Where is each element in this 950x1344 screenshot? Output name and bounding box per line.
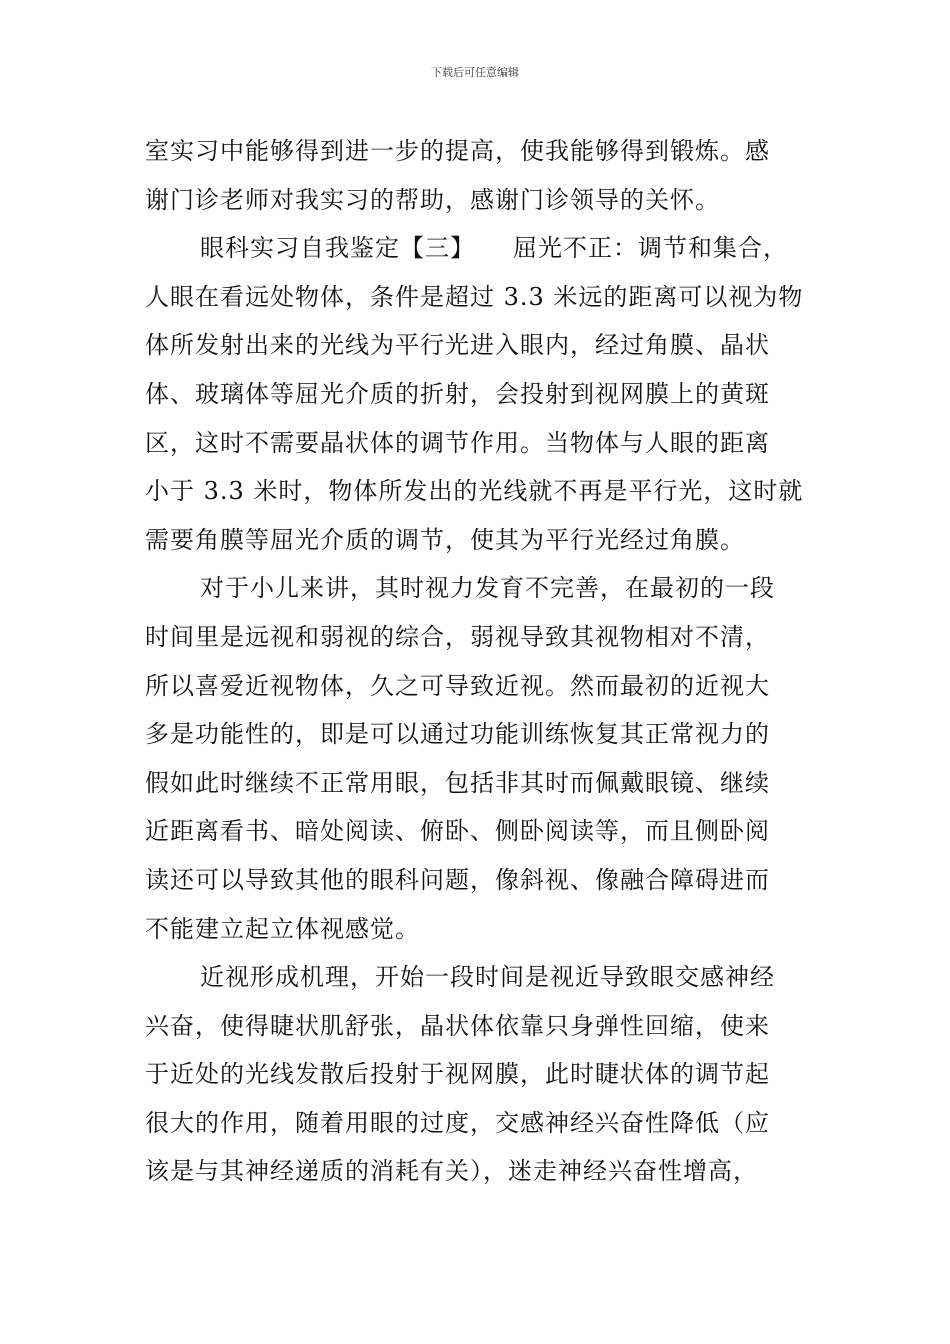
text-line: 多是功能性的，即是可以通过功能训练恢复其正常视力的 — [145, 720, 770, 749]
text-line: 于近处的光线发散后投射于视网膜，此时睫状体的调节起 — [145, 1060, 770, 1089]
text-line: 很大的作用，随着用眼的过度，交感神经兴奋性降低（应 — [145, 1108, 770, 1137]
text-line: 读还可以导致其他的眼科问题，像斜视、像融合障碍进而 — [145, 865, 770, 894]
text-line: 区，这时不需要晶状体的调节作用。当物体与人眼的距离 — [145, 428, 770, 457]
section-heading-line: 眼科实习自我鉴定【三】 屈光不正：调节和集合， — [200, 234, 788, 263]
paragraph-start-line: 对于小儿来讲，其时视力发育不完善，在最初的一段 — [200, 574, 775, 603]
text-line: 谢门诊老师对我实习的帮助，感谢门诊领导的关怀。 — [145, 185, 720, 214]
text-line: 该是与其神经递质的消耗有关），迷走神经兴奋性增高， — [145, 1157, 758, 1186]
text-line: 所以喜爱近视物体，久之可导致近视。然而最初的近视大 — [145, 671, 770, 700]
text-line: 假如此时继续不正常用眼，包括非其时而佩戴眼镜、继续 — [145, 768, 770, 797]
text-line: 近距离看书、暗处阅读、俯卧、侧卧阅读等，而且侧卧阅 — [145, 817, 770, 846]
text-line: 时间里是远视和弱视的综合，弱视导致其视物相对不清， — [145, 622, 770, 651]
document-body — [145, 127, 835, 1196]
paragraph-start-line: 近视形成机理，开始一段时间是视近导致眼交感神经 — [200, 963, 775, 992]
text-line: 兴奋，使得睫状肌舒张，晶状体依靠只身弹性回缩，使来 — [145, 1011, 770, 1040]
text-line: 小于 3.3 米时，物体所发出的光线就不再是平行光，这时就 — [145, 477, 804, 506]
text-line: 室实习中能够得到进一步的提高，使我能够得到锻炼。感 — [145, 137, 770, 165]
text-line: 人眼在看远处物体，条件是超过 3.3 米远的距离可以视为物 — [145, 282, 804, 311]
text-line: 不能建立起立体视感觉。 — [145, 914, 420, 943]
page-header: 下载后可任意编辑 — [431, 66, 519, 79]
text-line: 需要角膜等屈光介质的调节，使其为平行光经过角膜。 — [145, 525, 745, 554]
text-line: 体所发射出来的光线为平行光进入眼内，经过角膜、晶状 — [145, 331, 770, 360]
text-line: 体、玻璃体等屈光介质的折射，会投射到视网膜上的黄斑 — [145, 379, 770, 408]
